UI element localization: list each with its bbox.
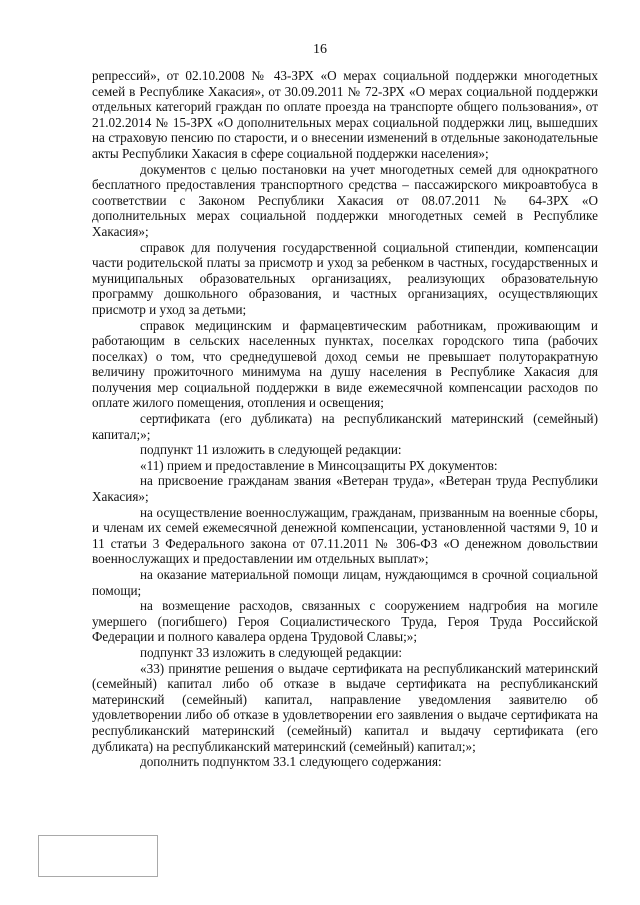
paragraph: репрессий», от 02.10.2008 № 43-ЗРХ «О мерах социальной поддержки многодетных семей в Республике Хакасия», от 30.09.2011 № 72-ЗРХ «О мерах социальной поддержки отдельных категорий граждан по оплате проезда на транспорте общего пользования», от 21.02.2014 № 15-ЗРХ «О дополнительных мерах социальной поддержки лиц, вышедших на страховую пенсию по старости, и о внесении изменений в отдельные законодательные акты Республики Хакасия в сфере социальной поддержки населения»;: [92, 68, 598, 161]
paragraph: подпункт 11 изложить в следующей редакции:: [140, 442, 402, 458]
paragraph: на возмещение расходов, связанных с сооружением надгробия на могиле умершего (погибшего) Героя Социалистического Труда, Героя Труда Российской Федерации и полного кавалера ордена Трудовой Славы;»;: [92, 598, 598, 645]
paragraph: справок медицинским и фармацевтическим работникам, проживающим и работающим в сельских населенных пунктах, поселках городского типа (рабочих поселках) о том, что среднедушевой доход семьи не превышает полуторакратную величину прожиточного минимума на душу населения в Республике Хакасия для получения мер социальной поддержки в виде ежемесячной компенсации расходов по оплате жилого помещения, отопления и освещения;: [92, 317, 598, 411]
paragraph: «11) прием и предоставление в Минсоцзащиты РХ документов:: [140, 457, 498, 473]
paragraph: дополнить подпунктом 33.1 следующего содержания:: [140, 754, 442, 770]
paragraph: подпункт 33 изложить в следующей редакции:: [140, 644, 403, 660]
document-body: [92, 68, 598, 770]
paragraph: на оказание материальной помощи лицам, нуждающимся в срочной социальной помощи;: [92, 567, 598, 598]
page-number: 16: [313, 42, 327, 57]
paragraph: на осуществление военнослужащим, гражданам, призванным на военные сборы, и членам их семей ежемесячной денежной компенсации, установленной частями 9, 10 и 11 статьи 3 Федерального закона от 07.11.2011 № 306-ФЗ «О денежном довольствии военнослужащих и предоставлении им отдельных выплат»;: [92, 504, 598, 567]
registration-stamp: [38, 835, 158, 877]
paragraph: на присвоение гражданам звания «Ветеран труда», «Ветеран труда Республики Хакасия»;: [92, 473, 598, 505]
paragraph: «33) принятие решения о выдаче сертификата на республиканский материнский (семейный) капитал либо об отказе в выдаче сертификата на республиканский материнский (семейный) капитал, направление уведомления заявителю об удовлетворении либо об отказе в удовлетворении его заявления о выдаче сертификата на республиканский материнский (семейный) капитал и выдачу сертификата (его дубликата) на республиканский материнский (семейный) капитал;»;: [92, 660, 598, 754]
paragraph: сертификата (его дубликата) на республиканский материнский (семейный) капитал;»;: [92, 411, 598, 442]
paragraph: документов с целью постановки на учет многодетных семей для однократного бесплатного предоставления транспортного средства – пассажирского микроавтобуса в соответствии с Законом Республики Хакасия от 08.07.2011 № 64-ЗРХ «О дополнительных мерах социальной поддержки многодетных семей в Республике Хакасия»;: [92, 161, 598, 239]
paragraph: справок для получения государственной социальной стипендии, компенсации части родительской платы за присмотр и уход за ребенком в частных, государственных и муниципальных образовательных организациях, реализующих образовательную программу дошкольного образования, и частных организациях, осуществляющих присмотр и уход за детьми;: [92, 239, 598, 317]
